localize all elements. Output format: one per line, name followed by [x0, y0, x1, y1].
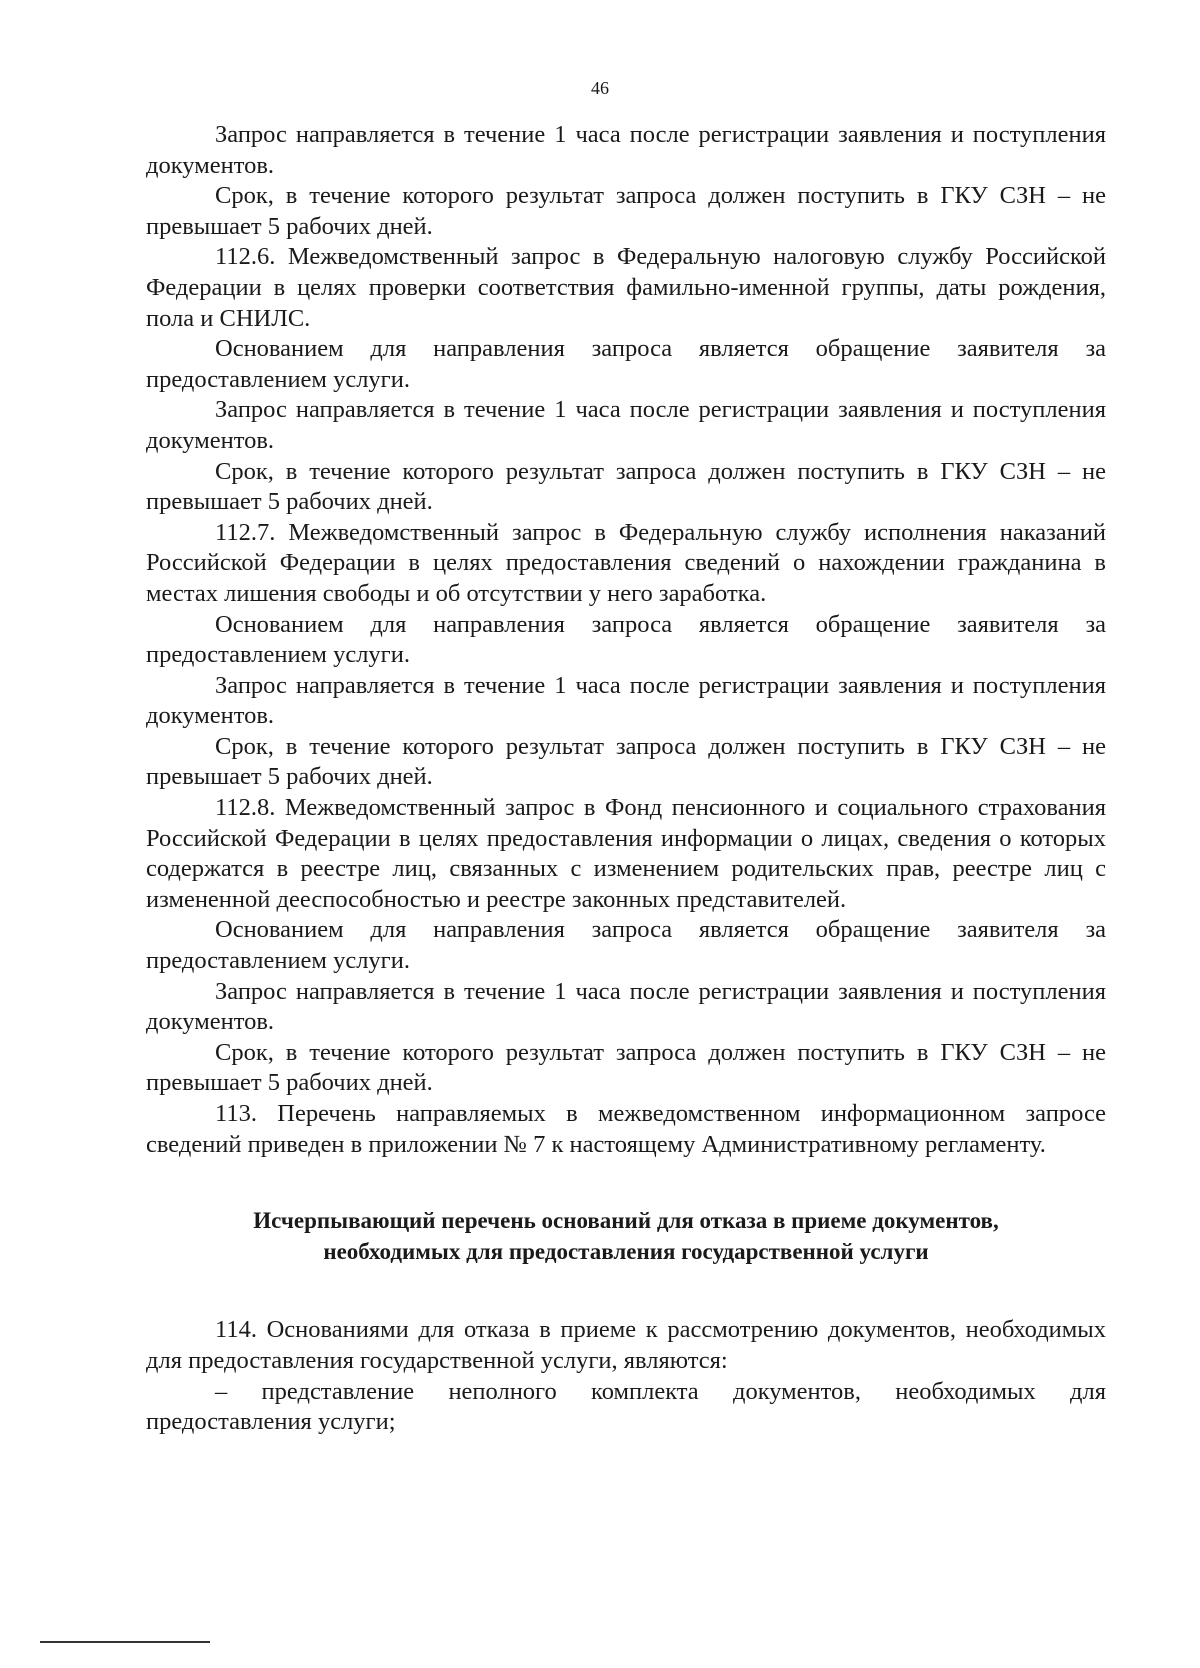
page-number: 46: [591, 78, 609, 98]
section-heading: [146, 1206, 1106, 1267]
paragraph: 112.7. Межведомственный запрос в Федеральную службу исполнения наказаний Российской Федерации в целях предоставления сведений о нахождении гражданина в местах лишения свободы и об отсутствии у него заработка.: [146, 518, 1106, 607]
paragraph: Срок, в течение которого результат запроса должен поступить в ГКУ СЗН – не превышает 5 рабочих дней.: [146, 1038, 1106, 1097]
section-heading-line: Исчерпывающий перечень оснований для отказа в приеме документов,: [253, 1208, 999, 1234]
paragraph: 113. Перечень направляемых в межведомственном информационном запросе сведений приведен в приложении № 7 к настоящему Административному регламенту.: [146, 1100, 1106, 1158]
paragraph: Срок, в течение которого результат запроса должен поступить в ГКУ СЗН – не превышает 5 рабочих дней.: [146, 732, 1106, 791]
footer-rule: [40, 1641, 210, 1643]
paragraph: Срок, в течение которого результат запроса должен поступить в ГКУ СЗН – не превышает 5 рабочих дней.: [146, 457, 1106, 516]
paragraph: Срок, в течение которого результат запроса должен поступить в ГКУ СЗН – не превышает 5 рабочих дней.: [146, 182, 1106, 240]
paragraph: Основанием для направления запроса является обращение заявителя за предоставлением услуги.: [146, 916, 1106, 975]
paragraph: 112.6. Межведомственный запрос в Федеральную налоговую службу Российской Федерации в целях проверки соответствия фамильно-именной группы, даты рождения, пола и СНИЛС.: [146, 243, 1106, 332]
paragraph: – представление неполного комплекта документов, необходимых для предоставления услуги;: [146, 1377, 1106, 1436]
paragraph: Запрос направляется в течение 1 часа после регистрации заявления и поступления документов.: [146, 977, 1106, 1036]
section-heading-line: необходимых для предоставления государственной услуги: [323, 1238, 929, 1264]
paragraph: 112.8. Межведомственный запрос в Фонд пенсионного и социального страхования Российской Федерации в целях предоставления информации о лицах, сведения о которых содержатся в реестре лиц, связанных с изменением родительских прав, реестре лиц с измененной дееспособностью и реестре законных представителей.: [146, 794, 1106, 913]
paragraph: Основанием для направления запроса является обращение заявителя за предоставлением услуги.: [146, 335, 1106, 393]
paragraph: Запрос направляется в течение 1 часа после регистрации заявления и поступления документов.: [146, 121, 1106, 179]
paragraph: Запрос направляется в течение 1 часа после регистрации заявления и поступления документов.: [146, 396, 1106, 454]
paragraph: Основанием для направления запроса является обращение заявителя за предоставлением услуги.: [146, 610, 1106, 669]
paragraph: Запрос направляется в течение 1 часа после регистрации заявления и поступления документов.: [146, 671, 1106, 730]
document-body: [146, 120, 1106, 1438]
paragraph: 114. Основаниями для отказа в приеме к рассмотрению документов, необходимых для предоставления государственной услуги, являются:: [146, 1316, 1106, 1374]
